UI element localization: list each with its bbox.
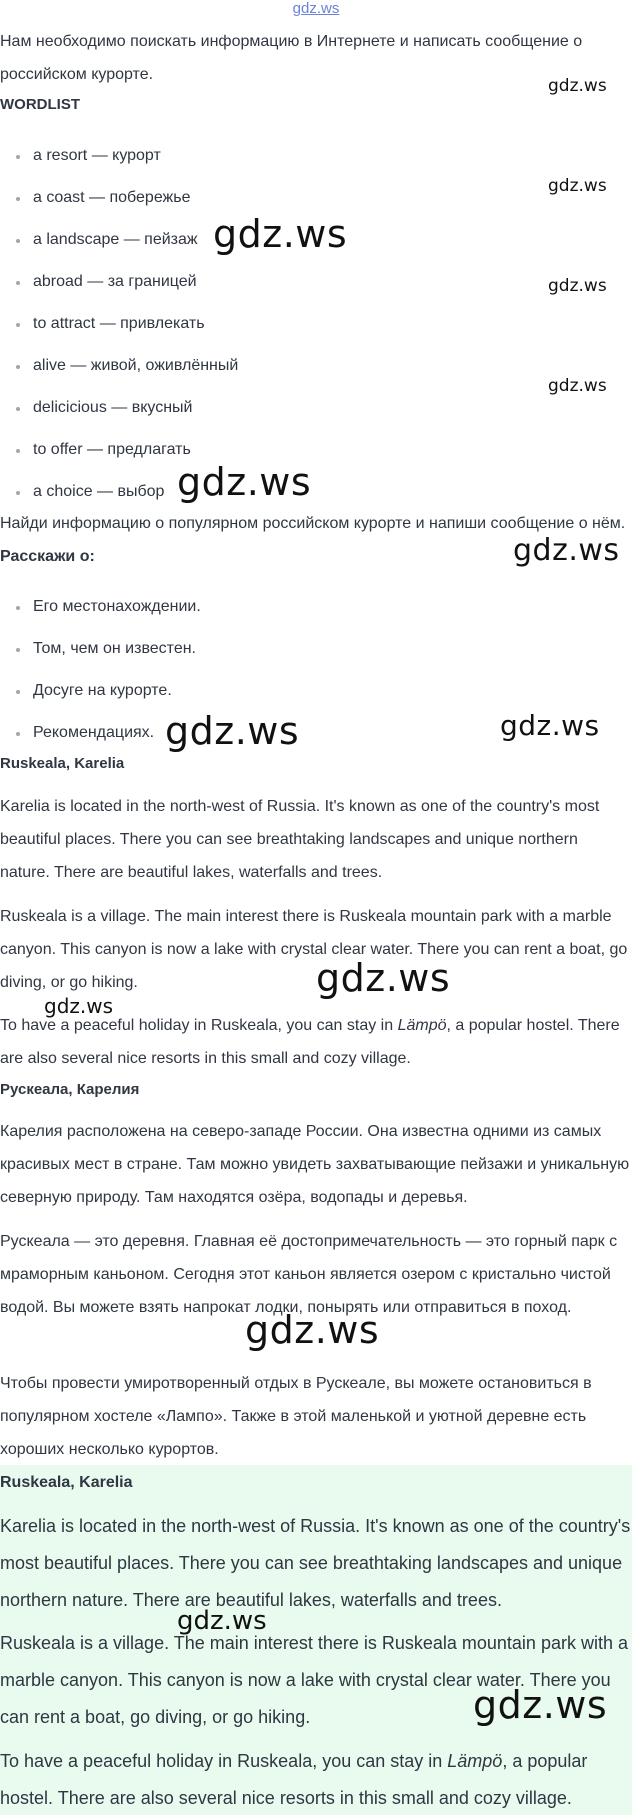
watermark: gdz.ws [316, 956, 451, 1000]
watermark: gdz.ws [548, 76, 607, 96]
list-item: Досуге на курорте. [33, 682, 172, 699]
answer-heading: Ruskeala, Karelia [0, 1474, 133, 1491]
english-heading: Ruskeala, Karelia [0, 755, 125, 772]
watermark: gdz.ws [548, 276, 607, 296]
list-item: Его местонахождении. [33, 598, 201, 615]
answer-paragraph-3: To have a peaceful holiday in Ruskeala, you can stay in Lämpö, a popular hostel. There are also several nice resorts in this small and cozy village. [0, 1751, 588, 1808]
list-item: a choice — выбор [33, 483, 165, 500]
list-item: to attract — привлекать [33, 315, 205, 332]
watermark: gdz.ws [548, 376, 607, 396]
wordlist-heading: WORDLIST [0, 96, 80, 113]
watermark: gdz.ws [548, 176, 607, 196]
list-item: a coast — побережье [33, 189, 191, 206]
russian-paragraph-1: Карелия расположена на северо-западе России. Она известна одними из самых красивых мест в стране. Там можно увидеть захватывающие пейзажи и уникальную северную природу. Там находятся озёра, водопады и деревья. [0, 1123, 630, 1206]
english-paragraph-1: Karelia is located in the north-west of Russia. It's known as one of the country's most beautiful places. There you can see breathtaking landscapes and unique northern nature. There are beautiful lakes, waterfalls and trees. [0, 798, 600, 881]
watermark: gdz.ws [177, 460, 312, 504]
watermark: gdz.ws [213, 212, 348, 256]
list-item: delicicious — вкусный [33, 399, 193, 416]
task-intro: Нам необходимо поискать информацию в Интернете и написать сообщение о российском курорте. [0, 33, 583, 83]
task-tell-label: Расскажи о: [0, 548, 95, 565]
watermark: gdz.ws [473, 1683, 608, 1727]
top-site-link[interactable]: gdz.ws [292, 0, 340, 17]
russian-paragraph-3: Чтобы провести умиротворенный отдых в Рускеале, вы можете остановиться в популярном хостеле «Лампо». Также в этой маленькой и уютной деревне есть хороших несколько курортов. [0, 1375, 592, 1458]
list-item: a resort — курорт [33, 147, 161, 164]
watermark: gdz.ws [177, 1606, 267, 1636]
list-item: abroad — за границей [33, 273, 197, 290]
list-item: to offer — предлагать [33, 441, 191, 458]
task-body: Найди информацию о популярном российском курорте и напиши сообщение о нём. [0, 515, 626, 532]
english-paragraph-3: To have a peaceful holiday in Ruskeala, you can stay in Lämpö, a popular hostel. There are also several nice resorts in this small and cozy village. [0, 1017, 620, 1067]
watermark: gdz.ws [245, 1308, 380, 1352]
answer-paragraph-1: Karelia is located in the north-west of Russia. It's known as one of the country's most beautiful places. There you can see breathtaking landscapes and unique northern nature. There are beautiful lakes, waterfalls and trees. [0, 1516, 631, 1610]
english-paragraph-2: Ruskeala is a village. The main interest there is Ruskeala mountain park with a marble canyon. This canyon is now a lake with crystal clear water. There you can rent a boat, go diving, or go hiking. [0, 908, 628, 991]
list-item: a landscape — пейзаж [33, 231, 198, 248]
watermark: gdz.ws [165, 709, 300, 753]
russian-heading: Рускеала, Карелия [0, 1081, 140, 1098]
answer-paragraph-2: Ruskeala is a village. The main interest there is Ruskeala mountain park with a marble canyon. This canyon is now a lake with crystal clear water. There you can rent a boat, go diving, or go hiking. [0, 1633, 628, 1727]
list-item: alive — живой, оживлённый [33, 357, 239, 374]
list-item: Том, чем он известен. [33, 640, 196, 657]
russian-paragraph-2: Рускеала — это деревня. Главная её достопримечательность — это горный парк с мраморным каньоном. Сегодня этот каньон является озером с кристально чистой водой. Вы можете взять напрокат лодки, понырять или отправиться в поход. [0, 1233, 618, 1316]
watermark: gdz.ws [500, 709, 600, 742]
watermark: gdz.ws [513, 533, 620, 568]
list-item: Рекомендациях. [33, 724, 155, 741]
watermark: gdz.ws [44, 994, 114, 1018]
